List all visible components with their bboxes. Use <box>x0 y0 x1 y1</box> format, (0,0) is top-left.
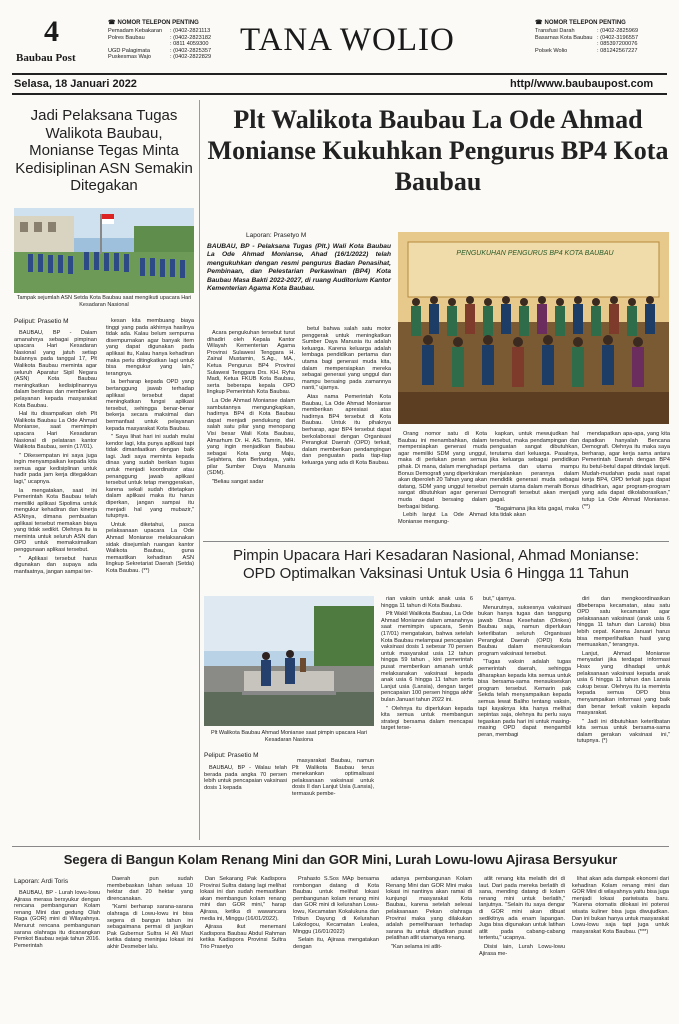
paragraph: "Kan selama ini atlit- <box>391 943 442 950</box>
paragraph: Acara pengukuhan tersebut turut dihadiri oleh Kepala Kantor Wilayah Kementerian Agama Provinsi Sulawesi Tenggara H. Zainal Mustamin, S.Ag., MA., Ketua Pengurus BP4 Provinsi Sulawesi Tenggara Drs. KH. Ryha Madi, Ketua FKUB Kota Baubau, serta beberapa kepala OPD lingkup Pemerintah Kota Baubau. <box>207 330 295 396</box>
story3-column-1 <box>204 765 287 840</box>
story1-caption: Tampak sejumlah ASN Setda Kota Baubau saat mengikuti upacara Hari Kesadaran Nasional <box>16 295 192 308</box>
story4-column-3 <box>200 876 286 1020</box>
paragraph: " Olehnya itu diperlukan kepada kita semua untuk membangun strategi bersama dalam mencapai target terse- <box>381 705 473 732</box>
paragraph: "Beliau sangat sadar <box>212 479 264 486</box>
story1-byline: Peliput: Prasetio M <box>14 318 69 325</box>
newspaper-title: TANA WOLIO <box>240 22 455 58</box>
story4-column-5 <box>386 876 472 1020</box>
story3-column-3 <box>381 596 473 840</box>
phone-entry <box>108 54 258 60</box>
story4-column-2 <box>107 876 193 1020</box>
paragraph: atlit renang kita melatih diri di laut. Dari pada mereka berlatih di sana, mending datang di kolam renang mini untuk berlatih," lanjutnya. "Selain itu saya dengar di GOR mini akan dibuat sedikitnya ada enam lapangan. Juga bisa digunakan untuk latihan atlit pada cabang-cabang tertentu," ucapnya. <box>479 876 565 942</box>
story3-photo <box>204 596 374 726</box>
bp4-group-photo-image <box>398 232 669 424</box>
phone-icon: ☎ <box>108 20 116 26</box>
story3-column-2 <box>292 758 374 840</box>
story2-column-3 <box>398 431 487 536</box>
paragraph: Prahasto S.Sos MAp bersama rombongan datang di Kota Baubau untuk melihat lokasi pembangunan kolam renang mini dan GOR mini di kelurahan Lowu-lowu, Kecamatan Kokalukuna dan Tribun Dayung di Kelurahan Lakologou, Kecamatan Lealea, Minggu (16/01/2022) <box>293 876 379 935</box>
phones-heading: NOMOR TELEPON PENTING <box>544 20 626 26</box>
story2-column-5 <box>582 431 670 536</box>
paragraph: " Aplikasi tersebut harus digunakan dan supaya ada manfaatnya, jangan sampai ter- <box>14 555 97 575</box>
paragraph: betul bahwa salah satu motor penggerak untuk meningkatkan Sumber Daya Manusia itu adalah keluarga. Karena keluarga adalah lembaga pendidikan pertama dan utama bagi generasi muda kita, dalam mempersiapkan mereka sebagai generasi yang unggul dan mampu bersaing pada zamannya nanti," ujarnya. <box>302 326 391 392</box>
paragraph: diri dan mengkoordinasikan dibeberapa kecamatan, atau satu OPD satu kecamatan agar pelaksanaan vaksinasi (anak usia 6 hingga 11 tahun dan Lansia) bisa lebih cepat. Karena Januari harus bisa memperlihatkan hasil yang memuaskan," terangnya. <box>577 596 670 649</box>
phone-number: : (0402-2825357 <box>170 47 212 54</box>
paragraph: " Saya lihat hari ini sudah mulai kendor lagi, kita punya aplikasi tapi tidak dimanfaatkan dengan baik lagi. Jadi saya meminta kepada dinas yang sudah berikan tugas untuk menjadi koordinator atau penanggung jawab aplikasi tersebut untuk tetap menggerakan, karena sekali sudah ditetapkan dalam aplikasi maka itu harus diperkan, jangan sampai itu menjadi hal yang mubazir," tutupnya. <box>106 434 194 520</box>
paragraph: masyarakat Baubau, namun Plt Walikota Baubau terus menekankan optimalisasi pelaksanaan vaksinasi untuk dosis II dan Lanjut Usia (Lansia), termasuk pembe- <box>292 758 374 797</box>
story3-caption: Plt Walikota Baubau Ahmad Monianse saat pimpin upacara Hari Kesadaran Nasiona <box>210 730 368 743</box>
paragraph: BAUBAU, BP - Lurah lowu-lowu Ajirasa merasa bersyukur dengan rencana pembangunan Kolam renang Mini dan gedung Olah Raga (GOR) mini di Wilayahnya. Menurut rencana pembangunan sarana olahraga itu dicanangkan Pemkot Baubau sejak tahun 2016. Pemerintah <box>14 890 100 949</box>
photo-banner-text: PENGUKUHAN PENGURUS BP4 KOTA BAUBAU <box>456 250 614 257</box>
story1-column-2 <box>106 318 194 843</box>
phone-name: Polres Baubau <box>108 34 145 41</box>
paragraph: kesan kita membuang biaya tinggi yang pada akhirnya hasilnya tidak ada. Kalau belum sempurna disempurnakan agar banyak item yang dapat digunakan pada aplikasi itu, Kalau hanya kehadiran maka perlu ditingkatkan lagi untuk bisa mengukur yang lain," terangnya. <box>106 318 194 377</box>
vaccination-ceremony-image <box>204 596 374 726</box>
story4-byline: Laporan: Ardi Toris <box>14 878 69 885</box>
story3-column-4 <box>478 596 571 840</box>
story4-headline: Segera di Bangun Kolam Renang Mini dan GOR Mini, Lurah Lowu-lowu Ajirasa Bersyukur <box>63 852 618 867</box>
paragraph: la berharap kepada OPD yang bertanggung jawab terhadap aplikasi tersebut dapat meningkatkan fungsi aplikasi tersebut, sehingga benar-benar bekerja secara maksimal dan bermanfaat untuk pelayanan kepada masyarakat Kota Baubau. <box>106 379 194 432</box>
phones-left <box>108 20 258 60</box>
paragraph: BAUBAU, BP - Walau telah berada pada angka 70 persen lebih untuk pencapaian vaksinasi dosis 1 kepada <box>204 765 287 791</box>
paragraph: mendapatkan apa-apa, yang kita dapatkan hanyalah Bencana Demografi. Olehnya itu maka saya berharap, agar kerja sama antara Pemerintah Daerah dengan BP4 itu betul-betul dapat ditindak lanjuti. Mudah-mudahan pada saat rapat kerja BP4, OPD terkait juga dapat dihadirkan, agar program-program yang ada dapat dikolaborasikan," tutup La Ode Ahmad Monianse. (**) <box>582 431 670 510</box>
page-number: 4 <box>44 15 59 48</box>
phone-number: : (0402-2825969 <box>597 28 639 35</box>
paragraph: but," ujarnya. <box>483 596 516 602</box>
story2-photo <box>398 232 669 424</box>
story2-headline: Plt Walikota Baubau La Ode Ahmad Monianse Kukuhkan Pengurus BP4 Kota Baubau <box>207 105 669 196</box>
story1-column-1 <box>14 330 97 840</box>
paragraph: kapkan, untuk mewujudkan hal tersebut, maka pendampingan dan penguatan sangat dibutuhkan, terutama dari keluarga. Pasalnya, jika keluarga sebagai pendidikan pertama dan utama mampu menjalankan perannya dalam mendidik generasi muda sebagai pemain utama dalam meraih Bonus Demografi tersebut akan menjadi gagal. <box>490 431 579 503</box>
story2-lead: BAUBAU, BP - Pelaksana Tugas (Plt.) Wali Kota Baubau La Ode Ahmad Monianse, Ahad (16/1/2022) telah mengukuhkan dengan resmi pengurus Badan Penasihat, Pembinaan, dan Pelestarian Perkawinan (BP4) Kota Baubau Masa Bakti 2022-2027, di ruang Auditorium Kantor Kementerian Agama Kota Baubau. <box>207 243 391 293</box>
paragraph: adanya pembangunan Kolam Renang Mini dan GOR Mini maka lokasi ini nantinya akan ramai di kunjungi masyarakat Kota Baubau, karena setelah selesai pelaksanaan Pekan olahraga Provinsi maka yang dilakukan adalah pemeliharaan terhadap sarana itu untuk dijadikan pusat pelatihan atlit utamanya renang. <box>386 876 472 942</box>
paragraph: Plt Wakil Walikota Baubau, La Ode Ahmad Monianse dalam amanahnya saat memimpin upacara, Senin (17/01) mengatakan, bahwa setelah Kota Baubau melampaui pencapaian vaksinasi dosis 1 sebesar 70 persen untuk masyarakat usia 12 tahun hingga 59 tahun , kini pemerintah pusat memberikan amanah untuk melaksanakan vaksinasi kepada anak usia 6 hingga 11 tahun serta Lanjut usia (Lansia), dengan target pencapaian 100 persen hingga akhir bulan Januari tahun 2022 ini. <box>381 611 473 703</box>
phone-number: : (0402-2822829 <box>170 54 212 61</box>
website-link[interactable]: http//www.baubaupost.com <box>510 78 654 90</box>
paragraph: la mengatakan, saat ini Pemerintah Kota Baubau telah memiliki aplikasi Sipolima untuk mengukur kehadiran dan kinerja ASNnya, dimana pembuatan aplikasi tersebut memakan biaya yang tidak sedikit. Olehnya itu ia meminta untuk seluruh ASN dan OPD untuk memaksimalkan penggunaan aplikasi tersebut. <box>14 487 97 553</box>
story3-headline-line1: Pimpin Upacara Hari Kesadaran Nasional, Ahmad Monianse: <box>232 547 640 564</box>
paragraph: Lebih lanjut La Ode Ahmad Monianse mengung- <box>398 512 487 525</box>
story1-photo <box>14 208 194 293</box>
paragraph: BAUBAU, BP - Dalam amanahnya sebagai pimpinan upacara Hari Kesadaran Nasional yang jatuh setiap bulannya pada tanggal 17, Plt Walikota Baubau meminta agar seluruh Aparatur Sipil Negara (ASN) Kota Baubau meningkatkan kedisiplinannya dalam berdinas dan memberikan pelayanan kepada masyarakat Kota Baubau. <box>14 330 97 409</box>
story4-column-6 <box>479 876 565 1020</box>
story2-column-4 <box>490 431 579 536</box>
paragraph: Hal itu disampaikan oleh Plt Walikota Baubau La Ode Ahmad Monianse, saat memimpin upacara Hari Kesadaran Nasional di pelataran kantor Walikota Baubau, senin (17/01). <box>14 411 97 451</box>
paragraph: Menurutnya, suksesnya vaksinasi bukan hanya tugas dan tanggung jawab Dinas Kesehatan (Dinkes) Baubau saja, namun diperlukan keterlibatan seluruh Organisasi Perangkat Daerah (OPD) Kota Baubau dalam mensukseskan program vaksinasi tersebut. <box>478 604 571 657</box>
paragraph: "Tugas vaksin adalah tugas pemerintah daerah, sehingga diharapkan kepada kita semua untuk bisa bersama-sama mensukseskan program tersebut. Kemarin pak Sekda telah menyampaikan kepada semua lewat Baliho tentang vaksin, tapi kayaknya kita hanya melihat sepintas saja, olehnya itu perlu saya tegaskan pada hari ini untuk masing-masing OPD dapat mengambil peran, membagi <box>478 659 571 738</box>
phone-name: UGD Palagimata <box>108 47 150 54</box>
paragraph: Selain itu, Ajirasa mengatakan dengan <box>293 937 379 950</box>
paragraph: Daerah pun sudah membebaskan lahan seluas 10 hektar dari 20 hektar yang direncanakan. <box>107 876 193 902</box>
phone-icon: ☎ <box>535 20 543 26</box>
story4-column-7 <box>572 876 669 1020</box>
paragraph: La Ode Ahmad Monianse dalam sambutannya mengungkapkan, hadirnya BP4 di Kota Baubau dapat menjadi pendukung dari salah satu pilar yang menopang Visi besar Wali Kota Baubau, Almarhum Dr. H. AS. Tamrin, MH. yang ingin menjadikan Baubau sebagai Kota yang Maju, Sejahtera, dan Berbudaya, yaitu pilar Sumber Daya Manusia (SDM). <box>207 397 295 477</box>
paragraph: Ajirasa ikut menemani Kadispora Baubau Abdul Rahman ketika Kadispora Provinsi Sultra Trio Prasetyo <box>200 924 286 950</box>
paragraph: Lanjut, Ahmad Monianse menyadari jika terdapat informasi Hoax yang dihadapi untuk pelaksanaan vaksinasi kepada anak usia 6 hingga 11 tahun dan Lansia cukup besar. Olehnya itu ia meminta kepada semua OPD bisa menyampaikan informasi yang baik dan benar terkait vaksin kepada masyarakat. <box>577 650 670 717</box>
phone-number: : 0811 4059300 <box>170 41 209 48</box>
phone-entry <box>535 48 675 54</box>
story3-column-5 <box>577 596 670 840</box>
paragraph: Orang nomor satu di Kota Baubau ini menambahkan, dalam mempersiapkan generasi muda agar memiliki SDM yang unggul, maka di perlukan peran semua pihak. Di mana, dalam menghadapi Bonus Demografi yang diperkirakan akan diperoleh 20 Tahun yang akan datang, SDM yang unggul tersebut sangat dibutuhkan agar generasi muda dapat bersaing dalam berbagai bidang. <box>398 431 487 510</box>
story3-byline: Peliput: Prasetio M <box>204 752 259 759</box>
paragraph: rian vaksin untuk anak usia 6 hingga 11 tahun di Kota Baubau. <box>381 596 473 609</box>
phone-name: Transfusi Darah <box>535 28 575 35</box>
story4-column-1 <box>14 890 100 1020</box>
phone-number: : (0402-2823182 <box>170 34 212 41</box>
ceremony-photo-image <box>14 208 194 293</box>
story2-column-1 <box>207 330 295 535</box>
story2-byline: Laporan: Prasetyo M <box>246 232 307 239</box>
paragraph: Untuk diketahui, pasca pelaksanaan upacara La Ode Ahmad Monianse melaksanakan sidak disejumlah ruangan kantor Walikota Baubau, guna memastikan kehadiran ASN lingkup Sekretariat Daerah (Setda) Kota Baubau. (**) <box>106 521 194 574</box>
phone-name: Puskesmas Wajo <box>108 54 152 61</box>
paragraph: "Kami berharap sarana-sarana olahraga di Lowu-lowu ini bisa segera di bangun tahun ini sebagaimana permai di janjikan Pak Gubernur Sultra H Ali Mazi ketika datang meninjau lokasi ini akhir Desmeber lalu. <box>107 904 193 950</box>
phone-number: : (0402-3196557 <box>597 34 639 41</box>
phone-number: : 081242567227 <box>597 47 638 54</box>
paragraph: Atas nama Pemerintah Kota Baubau, La Ode Ahmad Monianse memberikan apresiasi atas hadirnya BP4 tersebut di Kota Baubau. Untuk itu pihaknya berharap, agar BP4 tersebut dapat berkolaborasi dengan Organisasi Perangkat Daerah (OPD) terkait, dalam memberikan pendampingan dan penguatan pada tiap-tiap keluarga yang ada di Kota Baubau. <box>302 393 391 466</box>
story1-headline: Jadi Pelaksana Tugas Walikota Baubau, Monianse Tegas Minta Kedisiplinan ASN Semakin Ditegakan <box>15 107 193 194</box>
phone-name: Basarnas Kota Baubau <box>535 34 593 41</box>
paragraph: lihat akan ada dampak ekonomi dari kehadiran Kolam renang mini dan GOR Mini di wilayahnya yaitu bisa juga menjadi lokasi pariwisata baru. "Karena otomatis dilokasi ini potensi wisata kuliner bisa juga diwujudkan. Dan ini bukan hanya untuk masyarakat Lowu-lowu saja tapi juga untuk masyarakat Kota Baubau. (***) <box>572 876 669 935</box>
paragraph: Disisi lain, Lurah Lowu-lowu Ajirasa me- <box>479 943 565 957</box>
story3-headline-line2: OPD Optimalkan Vaksinasi Untuk Usia 6 Hingga 11 Tahun <box>242 565 630 582</box>
story2-column-2 <box>302 326 391 536</box>
phone-number: : 085397200076 <box>597 41 638 48</box>
section-name: Baubau Post <box>16 52 76 64</box>
paragraph: " Dikesempatan ini saya juga ingin menyampaikan kepada kita semua agar kedisiplinan untuk hadir pada jam kerja ditegakkan lagi," ucapnya. <box>14 452 97 486</box>
paragraph: " Jadi ini dibutuhkan keterlibatan kita semua untuk bersama-sama dalam gerakan vaksinasi ini," tutupnya. (*) <box>577 718 670 745</box>
paragraph: Dan Sekarang Pak Kadispora Provinsi Sultra datang lagi melihat lokasi ini dan sudah memastikan akan membangun kolam renang mini dan GOR mini," harap Ajirasa, ketika di wawancara media ini, Minggu (16/01/2022). <box>200 876 286 922</box>
phone-name: Pemadam Kebakaran <box>108 28 163 35</box>
paragraph: "Bagaimana jika kita gagal, maka kita tidak akan <box>490 505 579 519</box>
phones-right <box>535 20 675 54</box>
phone-number: : (0402-2821113 <box>170 28 211 35</box>
issue-date: Selasa, 18 Januari 2022 <box>14 78 137 90</box>
phones-heading: NOMOR TELEPON PENTING <box>117 20 199 26</box>
phone-name: Polsek Wolio <box>535 47 568 54</box>
story4-column-4 <box>293 876 379 1020</box>
